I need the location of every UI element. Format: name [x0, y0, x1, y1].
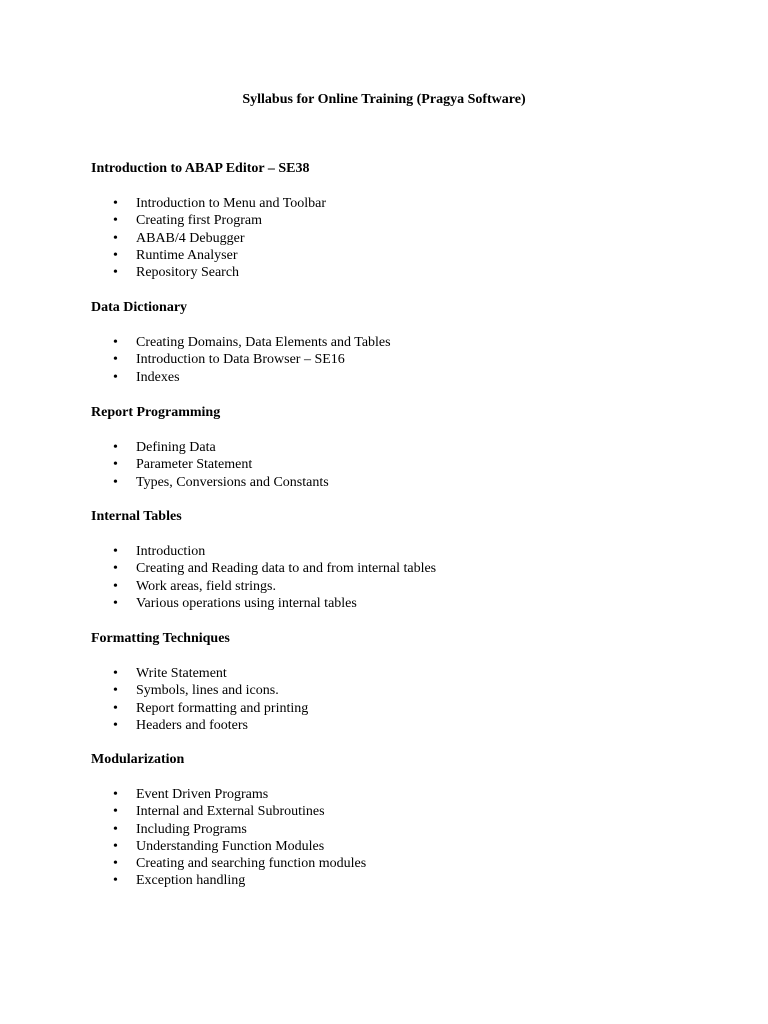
section-heading: Modularization: [91, 752, 185, 767]
section-modularization: [91, 751, 711, 890]
list-item: [91, 838, 711, 855]
list-item: [91, 195, 711, 212]
bullet-icon: •: [113, 856, 118, 872]
bullet-icon: •: [113, 247, 118, 263]
list-item-text: Exception handling: [136, 873, 246, 889]
bullet-list: [91, 665, 711, 734]
list-item-text: ABAB/4 Debugger: [136, 230, 245, 246]
list-item: [91, 578, 711, 595]
list-item: [91, 543, 711, 560]
list-item: [91, 786, 711, 803]
bullet-icon: •: [113, 335, 118, 350]
bullet-icon: •: [113, 873, 118, 889]
list-item: [91, 369, 711, 386]
bullet-icon: •: [113, 561, 118, 577]
list-item: [91, 230, 711, 247]
list-item: [91, 334, 711, 351]
list-item: [91, 264, 711, 281]
list-item: [91, 803, 711, 820]
section-heading: Report Programming: [91, 405, 221, 420]
list-item-text: Various operations using internal tables: [136, 595, 357, 611]
list-item: [91, 717, 711, 734]
list-item-text: Introduction to Data Browser – SE16: [136, 352, 345, 368]
section-heading: Data Dictionary: [91, 300, 188, 315]
bullet-list: [91, 786, 711, 890]
bullet-icon: •: [113, 352, 118, 368]
list-item: [91, 700, 711, 717]
bullet-icon: •: [113, 595, 118, 611]
bullet-icon: •: [113, 717, 118, 733]
list-item-text: Introduction to Menu and Toolbar: [136, 196, 327, 211]
list-item: [91, 560, 711, 577]
bullet-icon: •: [113, 666, 118, 681]
bullet-icon: •: [113, 578, 118, 594]
list-item-text: Internal and External Subroutines: [136, 804, 325, 820]
section-report-programming: [91, 404, 711, 491]
list-item: [91, 855, 711, 872]
list-item: [91, 439, 711, 456]
list-item-text: Indexes: [136, 369, 180, 385]
bullet-icon: •: [113, 787, 118, 802]
list-item: [91, 456, 711, 473]
list-item-text: Repository Search: [136, 265, 240, 281]
section-data-dictionary: [91, 299, 711, 386]
list-item-text: Creating Domains, Data Elements and Tables: [136, 335, 391, 350]
list-item: [91, 351, 711, 368]
list-item-text: Runtime Analyser: [136, 247, 238, 263]
bullet-list: [91, 543, 711, 612]
list-item-text: Headers and footers: [136, 717, 248, 733]
list-item: [91, 212, 711, 229]
list-item: [91, 247, 711, 264]
list-item: [91, 595, 711, 612]
list-item-text: Work areas, field strings.: [136, 578, 276, 594]
list-item-text: Introduction: [136, 544, 206, 559]
bullet-icon: •: [113, 683, 118, 699]
bullet-list: [91, 439, 711, 491]
bullet-icon: •: [113, 700, 118, 716]
list-item-text: Creating first Program: [136, 213, 262, 229]
bullet-icon: •: [113, 544, 118, 559]
bullet-icon: •: [113, 196, 118, 211]
list-item-text: Creating and Reading data to and from internal tables: [136, 561, 437, 577]
list-item-text: Event Driven Programs: [136, 787, 269, 802]
bullet-icon: •: [113, 230, 118, 246]
list-item-text: Report formatting and printing: [136, 700, 309, 716]
section-heading: Formatting Techniques: [91, 631, 230, 646]
bullet-list: [91, 334, 711, 386]
bullet-icon: •: [113, 369, 118, 385]
list-item: [91, 821, 711, 838]
bullet-icon: •: [113, 265, 118, 281]
list-item-text: Symbols, lines and icons.: [136, 683, 279, 699]
list-item: [91, 665, 711, 682]
list-item-text: Understanding Function Modules: [136, 838, 325, 854]
bullet-icon: •: [113, 838, 118, 854]
section-abap-editor: [91, 160, 711, 281]
list-item: [91, 474, 711, 491]
bullet-icon: •: [113, 213, 118, 229]
list-item: [91, 872, 711, 889]
list-item-text: Creating and searching function modules: [136, 856, 367, 872]
list-item-text: Types, Conversions and Constants: [136, 474, 329, 490]
list-item: [91, 682, 711, 699]
document-title: Syllabus for Online Training (Pragya Software): [242, 92, 526, 107]
list-item-text: Defining Data: [136, 440, 216, 455]
bullet-icon: •: [113, 804, 118, 820]
bullet-icon: •: [113, 440, 118, 455]
section-heading: Internal Tables: [91, 509, 182, 524]
list-item-text: Parameter Statement: [136, 457, 253, 473]
bullet-icon: •: [113, 821, 118, 837]
list-item-text: Write Statement: [136, 666, 227, 681]
list-item-text: Including Programs: [136, 821, 247, 837]
bullet-icon: •: [113, 474, 118, 490]
bullet-icon: •: [113, 457, 118, 473]
bullet-list: [91, 195, 711, 281]
section-heading: Introduction to ABAP Editor – SE38: [91, 161, 310, 176]
section-formatting-techniques: [91, 630, 711, 734]
section-internal-tables: [91, 508, 711, 612]
